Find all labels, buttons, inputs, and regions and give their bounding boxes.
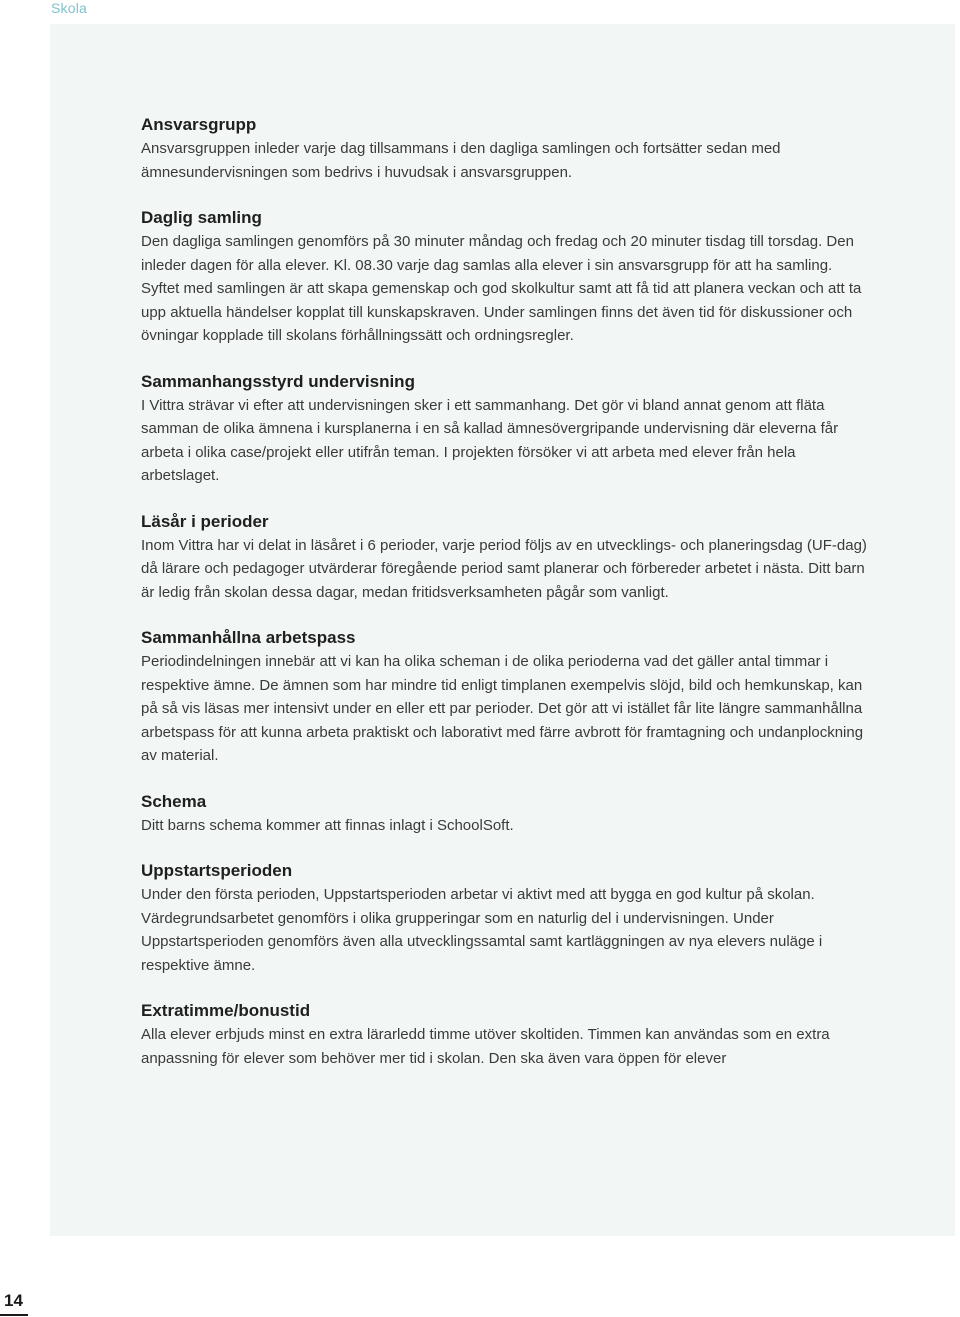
section-paragraph: Under den första perioden, Uppstartsperioden arbetar vi aktivt med att bygga en god kultur på skolan. Värdegrundsarbetet genomförs i olika grupperingar som en naturlig del i undervisningen. Under Uppstartsperioden genomförs även alla utvecklingssamtal samt kartläggningen av nya elevers nuläge i respektive ämne.: [141, 886, 823, 974]
section-sammanhallna-arbetspass: [141, 627, 871, 768]
section-paragraph: Ansvarsgruppen inleder varje dag tillsammans i den dagliga samlingen och fortsätter sedan med ämnesundervisningen som bedrivs i huvudsak i ansvarsgruppen.: [141, 140, 781, 181]
page-number: 14: [4, 1291, 23, 1310]
section-uppstartsperioden: [141, 860, 871, 977]
section-paragraph: Inom Vittra har vi delat in läsåret i 6 perioder, varje period följs av en utvecklings- och planeringsdag (UF-dag) då lärare och pedagoger utvärderar föregående period samt planerar och förbereder arbetet i nästa. Ditt barn är ledig från skolan dessa dagar, medan fritidsverksamheten pågår som vanligt.: [141, 536, 867, 601]
section-heading: Sammanhangsstyrd undervisning: [141, 371, 415, 391]
section-schema: [141, 791, 871, 838]
section-heading: Schema: [141, 791, 207, 811]
document-body: [141, 114, 871, 1093]
section-heading: Extratimme/bonustid: [141, 1001, 311, 1020]
section-heading: Sammanhållna arbetspass: [141, 628, 356, 647]
section-daglig-samling: [141, 207, 871, 348]
section-paragraph: Ditt barns schema kommer att finnas inlagt i SchoolSoft.: [141, 816, 514, 834]
section-lasar-i-perioder: [141, 511, 871, 605]
section-ansvarsgrupp: [141, 114, 871, 184]
section-extratimme-bonustid: [141, 1000, 871, 1070]
section-paragraph: Periodindelningen innebär att vi kan ha olika scheman i de olika perioderna vad det gäller antal timmar i respektive ämne. De ämnen som har mindre tid enligt timplanen exempelvis slöjd, bild och hemkunskap, kan på så vis läsas mer intensivt under en eller ett par perioder. Det gör att vi istället får lite längre sammanhållna arbetspass för att kunna arbeta praktiskt och laborativt med färre avbrott för framtagning och undanplockning av material.: [141, 653, 864, 764]
section-paragraph: I Vittra strävar vi efter att undervisningen sker i ett sammanhang. Det gör vi bland annat genom att fläta samman de olika ämnena i kursplanerna i en så kallad ämnesövergripande undervisning där eleverna får arbeta i olika case/projekt eller utifrån teman. I projekten försöker vi att arbeta med elever från hela arbetslaget.: [141, 396, 839, 484]
running-header: Skola: [51, 0, 88, 16]
page-number-rule: [0, 1314, 28, 1316]
section-heading: Läsår i perioder: [141, 511, 269, 531]
section-paragraph: Den dagliga samlingen genomförs på 30 minuter måndag och fredag och 20 minuter tisdag till torsdag. Den inleder dagen för alla elever. Kl. 08.30 varje dag samlas alla elever i sin ansvarsgrupp för att ha samling. Syftet med samlingen är att skapa gemenskap och god skolkultur samt att få tid att planera veckan och att ta upp aktuella händelser kopplat till kunskapskraven. Under samlingen finns det även tid för diskussioner och övningar kopplade till skolans förhållningssätt och ordningsregler.: [141, 233, 862, 344]
section-heading: Uppstartsperioden: [141, 861, 293, 880]
section-paragraph: Alla elever erbjuds minst en extra lärarledd timme utöver skoltiden. Timmen kan användas som en extra anpassning för elever som behöver mer tid i skolan. Den ska även vara öppen för elever: [141, 1026, 830, 1067]
section-heading: Daglig samling: [141, 208, 262, 227]
section-heading: Ansvarsgrupp: [141, 115, 257, 134]
section-sammanhangsstyrd-undervisning: [141, 371, 871, 488]
